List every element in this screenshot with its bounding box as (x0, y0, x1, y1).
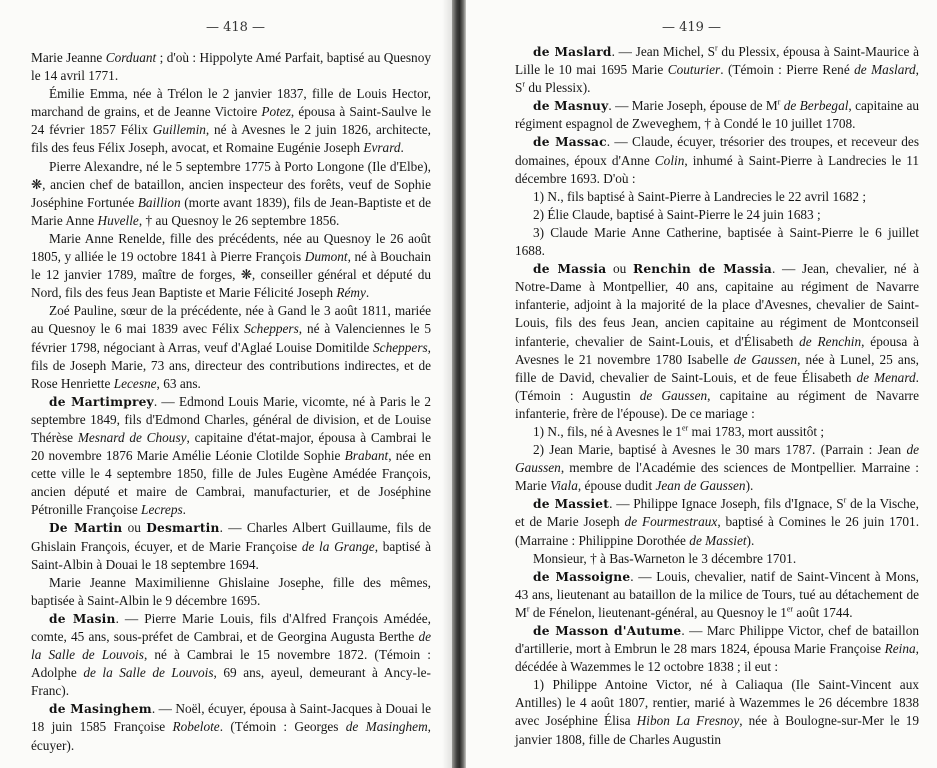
italic-name: de Massiet (689, 532, 747, 548)
list-item: 1) Philippe Antoine Victor, né à Caliaqua (Ile Saint-Vincent aux Antilles) le 4 août 1807, rentier, marié à Wazemmes le 26 décembre 1838 avec Joséphine Élisa Hibon La Fresnoy, née à Boulogne-sur-Mer le 19 janvier 1808, fille de Charles Augustin (515, 677, 919, 747)
italic-name: de Renchin (799, 333, 862, 349)
italic-name: de Masinghem (345, 719, 428, 735)
italic-name: de la Grange (301, 538, 375, 554)
italic-name: Corduant (105, 50, 157, 65)
entry-paragraph: de Massoigne. — Louis, chevalier, natif de Saint-Vincent à Mons, 43 ans, lieutenant au bataillon de la milice de Tours, tué au détachement de $M^r$ de Fénelon, lieutenant-général, au Quesnoy le 1er août 1744. (515, 568, 919, 620)
italic-name: Robelote (172, 719, 220, 735)
superscript: r (777, 97, 781, 107)
superscript: r (526, 604, 530, 614)
italic-name: Brabant (344, 448, 389, 464)
entry-headword: de Masson d'Autume (533, 624, 682, 638)
italic-name: Huvelle (97, 212, 139, 228)
list-item: 2) Jean Marie, baptisé à Avesnes le 30 mars 1787. (Parrain : Jean de Gaussen, membre de l'Académie des sciences de Montpellier. Marraine : Marie Viala, épouse dudit Jean de Gaussen). (515, 442, 919, 494)
italic-name: Couturier (667, 62, 721, 78)
book-gutter (452, 0, 466, 768)
italic-name: de Gaussen (733, 351, 798, 367)
italic-name: Scheppers (373, 339, 428, 355)
entry-headword: de Masnuy (533, 99, 609, 114)
left-page-text (31, 49, 431, 755)
entry-paragraph: Marie Jeanne Maximilienne Ghislaine Josephe, fille des mêmes, baptisée à Saint-Albin le 9 décembre 1695. (31, 574, 431, 608)
entry-headword: de Masinghem (49, 702, 152, 717)
superscript: r (522, 79, 526, 89)
entry-headword: de Massia (533, 262, 607, 277)
list-item: 2) Élie Claude, baptisé à Saint-Pierre le 24 juin 1683 ; (533, 206, 821, 222)
italic-name: Colin (654, 152, 685, 168)
right-page-text (515, 43, 919, 749)
italic-name: Baillion (137, 194, 181, 210)
entry-headword: de Massoigne (533, 569, 631, 584)
entry-paragraph: Marie Jeanne Corduant ; d'où : Hippolyte Amé Parfait, baptisé au Quesnoy le 14 avril 1771. (31, 50, 432, 84)
entry-paragraph: Pierre Alexandre, né le 5 septembre 1775 à Porto Longone (Ile d'Elbe), ❋, ancien chef de bataillon, ancien inspecteur des forêts, veuf de Sophie Joséphine Fortunée Baillion (morte avant 1839), fils de Jean-Baptiste et de Marie Anne Huvelle, † au Quesnoy le 26 septembre 1856. (31, 158, 431, 228)
list-item: 1) N., fils baptisé à Saint-Pierre à Landrecies le 22 avril 1682 ; (533, 188, 867, 204)
left-page (0, 0, 455, 768)
italic-name: Viala (550, 478, 578, 494)
entry-paragraph: de Maslard. — Jean Michel, $S^r$ du Plessix, épousa à Saint-Maurice à Lille le 10 mai 1695 Marie Couturier. (Témoin : Pierre René de Maslard, $S^r$ du Plessix). (515, 43, 919, 96)
italic-name: de Maslard (854, 62, 916, 78)
italic-name: de Gaussen (515, 442, 919, 476)
entry-paragraph: de Masson d'Autume. — Marc Philippe Victor, chef de bataillon d'artillerie, mort à Embrun le 28 mars 1824, épousa Marie Françoise Reina, décédée à Wazemmes le 12 octobre 1838 ; il eut : (515, 623, 919, 675)
italic-name: de Menard (856, 369, 916, 385)
italic-name: Scheppers (244, 321, 299, 337)
italic-name: Guillemin (152, 122, 206, 138)
list-item: 1) N., fils, né à Avesnes le 1er mai 1783, mort aussitôt ; (533, 423, 825, 439)
entry-headword: De Martin (49, 521, 123, 536)
entry-headword: de Maslard (533, 45, 612, 59)
italic-name: Evrard (363, 140, 401, 156)
italic-name: Lecreps (141, 502, 183, 518)
entry-headword: de Massac (533, 135, 607, 150)
right-page (466, 0, 937, 768)
italic-name: Mesnard de Chousy (77, 429, 187, 445)
entry-headword: Renchin de Massia (633, 262, 773, 277)
entry-paragraph: De Martin ou Desmartin. — Charles Albert Guillaume, fils de Ghislain François, écuyer, et de Marie Françoise de la Grange, baptisé à Saint-Albin à Douai le 18 septembre 1694. (31, 520, 431, 572)
entry-paragraph: de Masin. — Pierre Marie Louis, fils d'Alfred François Amédée, comte, 45 ans, sous-préfet de Cambrai, et de Georgina Augusta Berthe de la Salle de Louvois, né à Cambrai le 15 novembre 1872. (Témoin : Adolphe de la Salle de Louvois, 69 ans, ayeul, demeurant à Ancy-le-Franc). (31, 610, 432, 699)
entry-paragraph: de Massia ou Renchin de Massia. — Jean, chevalier, né à Notre-Dame à Montpellier, 40 ans, capitaine au régiment de Navarre infanterie, adjoint à la majorité de la place d'Avesnes, chevalier de Saint-Louis, fils des feus Jean, ancien capitaine au régiment de Montconseil infanterie, chevalier de Saint-Louis, et d'Élisabeth de Renchin, épousa à Avesnes le 21 novembre 1780 Isabelle de Gaussen, née à Lunel, 25 ans, fille de David, chevalier de Saint-Louis, et de feue Élisabeth de Menard. (Témoin : Augustin de Gaussen, capitaine au régiment de Navarre infanterie, frère de l'épouse). De ce mariage : (515, 261, 919, 421)
entry-paragraph: Monsieur, † à Bas-Warneton le 3 décembre 1701. (533, 550, 797, 566)
list-item: 3) Claude Marie Anne Catherine, baptisée à Saint-Pierre le 6 juillet 1688. (515, 224, 919, 259)
italic-name: Rémy (336, 285, 366, 301)
italic-name: Dumont (304, 249, 348, 265)
superscript: r (843, 495, 847, 505)
entry-paragraph: de Massiet. — Philippe Ignace Joseph, fils d'Ignace, $S^r$ de la Vische, et de Marie Joseph de Fourmestraux, baptisé à Comines le 26 juin 1701. (Marraine : Philippine Dorothée de Massiet). (515, 495, 920, 548)
italic-name: Lecesne (113, 375, 157, 391)
entry-headword: de Massiet (533, 497, 610, 512)
entry-paragraph: de Massac. — Claude, écuyer, trésorier des troupes, et receveur des domaines, époux d'Anne Colin, inhumé à Saint-Pierre à Landrecies le 11 décembre 1693. D'où : (515, 134, 920, 186)
superscript: r (715, 43, 718, 53)
superscript: er (786, 604, 794, 614)
italic-name: de la Salle de Louvois (31, 629, 431, 663)
left-page-number: — 418 — (205, 20, 266, 35)
italic-name: de Fourmestraux (624, 514, 718, 530)
superscript: er (681, 423, 689, 433)
italic-name: Reina (884, 641, 916, 657)
entry-paragraph: de Martimprey. — Edmond Louis Marie, vicomte, né à Paris le 2 septembre 1849, fils d'Edmond Charles, général de division, et de Louise Thérèse Mesnard de Chousy, capitaine d'état-major, épousa à Cambrai le 20 novembre 1876 Marie Amélie Léonie Clotilde Sophie Brabant, née en cette ville le 4 septembre 1850, fille de Jules Eugène Amédée François, ancien député et maire de Cambrai, manufacturier, et de Joséphine Pétronille Françoise Lecreps. (31, 393, 432, 518)
italic-name: Jean de Gaussen (655, 478, 746, 494)
entry-headword: de Masin (49, 611, 116, 626)
entry-paragraph: Zoé Pauline, sœur de la précédente, née à Gand le 3 août 1811, mariée au Quesnoy le 6 mai 1839 avec Félix Scheppers, né à Valenciennes le 5 février 1798, négociant à Arras, veuf d'Aglaé Louise Domitilde Scheppers, fils de Joseph Marie, 73 ans, directeur des contributions indirectes, et de Rose Henriette Lecesne, 63 ans. (31, 303, 431, 391)
italic-name: de Gaussen (639, 387, 708, 403)
right-page-number: — 419 — (661, 20, 722, 35)
italic-name: Hibon La Fresnoy (636, 713, 740, 729)
italic-name: de la Salle de Louvois (83, 665, 214, 681)
entry-paragraph: Émilie Emma, née à Trélon le 2 janvier 1837, fille de Louis Hector, marchand de grains, et de Jeanne Victoire Potez, épousa à Saint-Saulve le 24 février 1857 Félix Guillemin, né à Avesnes le 2 juin 1826, architecte, fils des feus Félix Joseph, avocat, et Romaine Eugénie Joseph Evrard. (31, 86, 432, 156)
entry-paragraph: de Masinghem. — Noël, écuyer, épousa à Saint-Jacques à Douai le 18 juin 1585 Françoise Robelote. (Témoin : Georges de Masinghem, écuyer). (31, 701, 431, 753)
entry-headword: Desmartin (146, 521, 220, 536)
entry-paragraph: de Masnuy. — Marie Joseph, épouse de $M^r$ de Berbegal, capitaine au régiment espagnol de Zweveghem, † à Condé le 10 juillet 1708. (515, 97, 919, 132)
italic-name: Potez (261, 104, 291, 120)
entry-headword: de Martimprey (49, 394, 154, 409)
entry-paragraph: Marie Anne Renelde, fille des précédents, née au Quesnoy le 26 août 1805, y alliée le 19 octobre 1841 à Pierre François Dumont, né à Bouchain le 12 janvier 1789, maître de forges, ❋, conseiller général et député du Nord, fils des feus Jean Baptiste et Marie Félicité Joseph Rémy. (31, 230, 431, 301)
italic-name: de Berbegal (783, 98, 849, 114)
